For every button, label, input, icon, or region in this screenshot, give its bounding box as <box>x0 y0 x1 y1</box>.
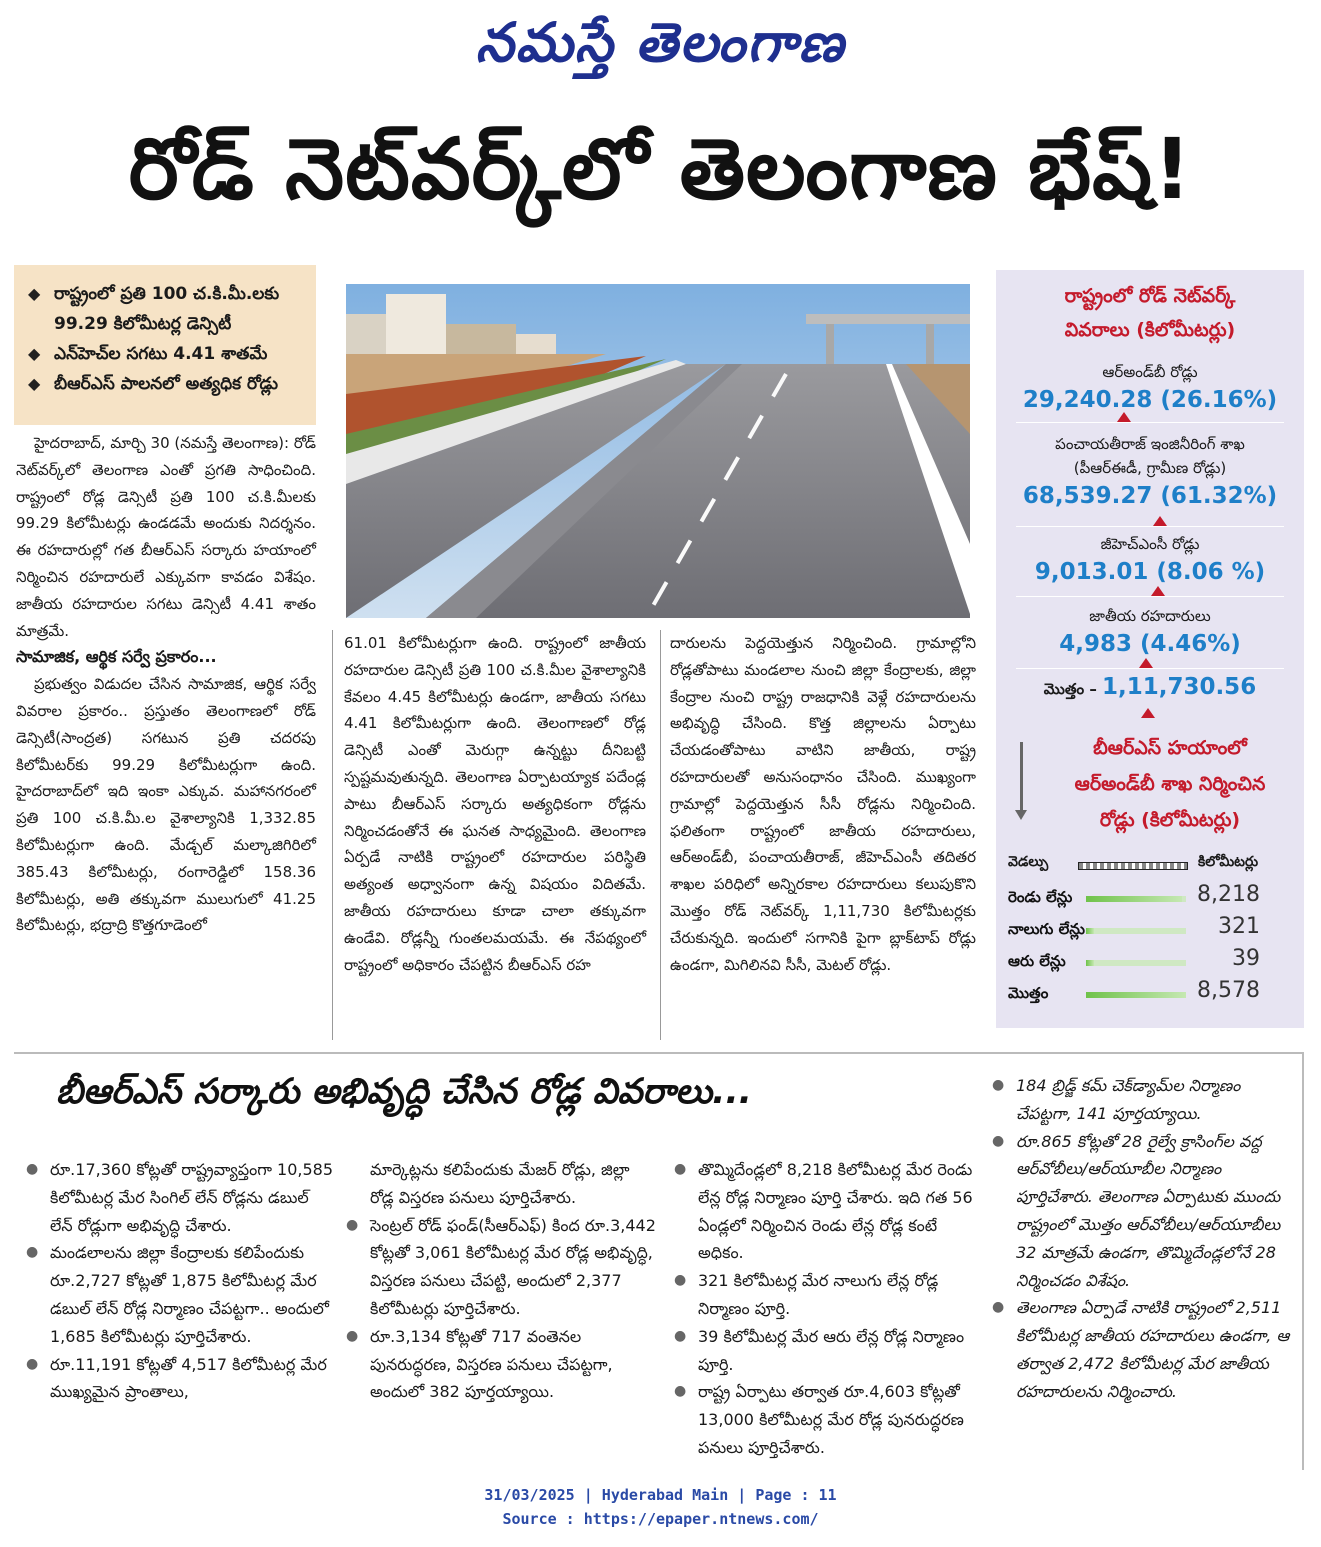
network-item-value: 4,983 (4.46%) <box>1059 631 1241 657</box>
brs-bar-track <box>1086 896 1186 902</box>
up-arrow-icon <box>1117 412 1131 422</box>
network-item-sublabel: (పీఆర్‌ఈడీ, గ్రామీణ రోడ్లు) <box>1073 459 1227 477</box>
article-column-2 <box>344 630 646 1040</box>
brs-bar-row <box>1008 978 1298 1010</box>
highlight-item: ◆ ఎన్‌హెచ్‌ల సగటు 4.41 శాతమే <box>28 339 306 369</box>
article-column-1 <box>16 430 316 1040</box>
brs-bar-track <box>1086 960 1186 966</box>
divider <box>1016 526 1284 527</box>
brs-bar-row <box>1008 914 1298 946</box>
footer-date-page: 31/03/2025 | Hyderabad Main | Page : 11 <box>484 1486 837 1504</box>
list-item: ● తొమ్మిదేండ్లలో 8,218 కిలోమీటర్ల మేర రెండు లేన్ల రోడ్ల నిర్మాణం పూర్తి చేశారు. ఇది గత 56 ఏండ్లలో నిర్మించిన రెండు లేన్ల రోడ్ల కంటే అధికం. <box>668 1156 978 1267</box>
article-subhead: సామాజిక, ఆర్థిక సర్వే ప్రకారం... <box>16 647 217 667</box>
brs-bar-value: 39 <box>1232 946 1260 971</box>
column-divider <box>660 630 661 1040</box>
network-item-label: జాతీయ రహదారులు <box>1089 607 1211 625</box>
brs-bar-row <box>1008 946 1298 978</box>
road-network-sidebar <box>996 270 1304 1028</box>
highlight-item: ◆ బీఆర్‌ఎస్ పాలనలో అత్యధిక రోడ్లు <box>28 369 306 399</box>
lower-section-title: బీఆర్‌ఎస్ సర్కారు అభివృద్ధి చేసిన రోడ్ల వివరాలు... <box>56 1072 752 1112</box>
lower-column-1 <box>20 1156 334 1406</box>
legend-dashed-bar <box>1078 862 1188 870</box>
up-arrow-icon <box>1153 516 1167 526</box>
brs-bar-value: 8,218 <box>1197 882 1260 907</box>
sidebar-title-line1: రాష్ట్రంలో రోడ్ నెట్‌వర్క్ <box>1064 285 1236 307</box>
brs-title-line3: రోడ్లు (కిలోమీటర్లు) <box>1099 809 1241 831</box>
brs-bar-fill <box>1086 960 1094 966</box>
network-item-label: పంచాయతీరాజ్ ఇంజినీరింగ్ శాఖ <box>1055 435 1245 453</box>
network-item-value: 68,539.27 (61.32%) <box>1022 483 1278 509</box>
brs-bar-track <box>1086 928 1186 934</box>
network-item-label: ఆర్‌అండ్‌బీ రోడ్లు <box>1102 363 1198 381</box>
lower-column-4 <box>986 1072 1296 1406</box>
brs-legend <box>1008 854 1298 878</box>
lower-column-3 <box>668 1156 978 1462</box>
road-photo-illustration <box>346 284 970 618</box>
article-paragraph: 61.01 కిలోమీటర్లుగా ఉంది. రాష్ట్రంలో జాతీయ రహదారుల డెన్సిటీ ప్రతి 100 చ.కి.మీల వైశాల్యానికి కేవలం 4.45 కిలోమీటర్లు ఉండగా, జాతీయ సగటు 4.41 కిలోమీటర్లుగా ఉంది. తెలంగాణలో రోడ్ల డెన్సిటీ ఎంతో మెరుగ్గా ఉన్నట్టు దీనిబట్టి స్పష్టమవుతున్నది. తెలంగాణ ఏర్పాటయ్యాక పదేండ్ల పాటు బీఆర్‌ఎస్ సర్కారు అత్యధికంగా రోడ్లను నిర్మించడంతోనే ఈ ఘనత సాధ్యమైంది. తెలంగాణ ఏర్పడే నాటికి రాష్ట్రంలో రహదారుల పరిస్థితి అత్యంత అధ్వానంగా ఉన్న విషయం విదితమే. జాతీయ రహదారులు కూడా చాలా తక్కువగా ఉండేవి. రోడ్లన్నీ గుంతలమయమే. ఈ నేపథ్యంలో రాష్ట్రంలో అధికారం చేపట్టిన బీఆర్‌ఎస్ రహ <box>344 634 646 974</box>
lower-column-2 <box>340 1156 656 1406</box>
divider <box>1016 422 1284 423</box>
highlights-box <box>14 265 316 425</box>
legend-km-label: కిలోమీటర్లు <box>1198 854 1259 870</box>
network-item-value: 29,240.28 (26.16%) <box>1022 387 1278 413</box>
footer-source: Source : https://epaper.ntnews.com/ <box>502 1510 819 1528</box>
divider <box>1016 596 1284 597</box>
up-arrow-icon <box>1151 586 1165 596</box>
masthead: నమస్తే తెలంగాణ <box>475 10 846 74</box>
network-total <box>996 674 1304 702</box>
list-item: ● రూ.11,191 కోట్లతో 4,517 కిలోమీటర్ల మేర ముఖ్యమైన ప్రాంతాలు, <box>20 1351 334 1407</box>
network-total-label: మొత్తం – <box>1043 680 1097 698</box>
brs-bar-fill <box>1086 896 1182 902</box>
list-item: ● 321 కిలోమీటర్ల మేర నాలుగు లేన్ల రోడ్ల నిర్మాణం పూర్తి. <box>668 1267 978 1323</box>
list-item-continuation: మార్కెట్లను కలిపేందుకు మేజర్ రోడ్లు, జిల్లా రోడ్ల విస్తరణ పనులు పూర్తిచేశారు. <box>370 1160 630 1207</box>
brs-bar-row <box>1008 882 1298 914</box>
article-column-3 <box>670 630 976 1040</box>
network-item-panchayat-raj <box>996 432 1304 512</box>
brs-bar-value: 321 <box>1218 914 1260 939</box>
brs-bar-value: 8,578 <box>1197 978 1260 1003</box>
article-paragraph: దారులను పెద్దయెత్తున నిర్మించింది. గ్రామాల్లోని రోడ్లతోపాటు మండలాల నుంచి జిల్లా కేంద్రాలకు, జిల్లా కేంద్రాల నుంచి రాష్ట్ర రాజధానికి వెళ్లే రహదారులను అభివృద్ధి చేసింది. కొత్త జిల్లాలను ఏర్పాటు చేయడంతోపాటు వాటిని జాతీయ, రాష్ట్ర రహదారులతో అనుసంధానం చేసింది. ముఖ్యంగా గ్రామాల్లో పెద్దయెత్తున సీసీ రోడ్లను నిర్మించింది. ఫలితంగా రాష్ట్రంలో జాతీయ రహదారులు, ఆర్‌అండ్‌బీ, పంచాయతీరాజ్, జీహెచ్‌ఎంసీ తదితర శాఖల పరిధిలో అన్నిరకాల రహదారులు కలుపుకొని మొత్తం రోడ్ నెట్‌వర్క్ 1,11,730 కిలోమీటర్లకు చేరుకున్నది. ఇందులో సగానికి పైగా బ్లాక్‌టాప్ రోడ్లు ఉండగా, మిగిలినవి సీసీ, మెటల్ రోడ్లు. <box>670 634 976 974</box>
brs-bar-label: మొత్తం <box>1008 984 1049 1002</box>
brs-title-line1: బీఆర్‌ఎస్ హయాంలో <box>1093 737 1247 759</box>
highlight-item: ◆ రాష్ట్రంలో ప్రతి 100 చ.కి.మీ.లకు 99.29 కిలోమీటర్ల డెన్సిటీ <box>28 279 306 339</box>
list-item: ● రూ.865 కోట్లతో 28 రైల్వే క్రాసింగ్‌ల వద్ద ఆర్‌వోబీలు/ఆర్‌యూబీల నిర్మాణం పూర్తిచేశారు. తెలంగాణ ఏర్పాటుకు ముందు రాష్ట్రంలో మొత్తం ఆర్‌వోబీలు/ఆర్‌యూబీలు 32 మాత్రమే ఉండగా, తొమ్మిదేండ్లలోనే 28 నిర్మించడం విశేషం. <box>986 1128 1296 1295</box>
up-arrow-icon <box>1139 658 1153 668</box>
article-intro: హైదరాబాద్, మార్చి 30 (నమస్తే తెలంగాణ): రోడ్ నెట్‌వర్క్‌లో తెలంగాణ ఎంతో ప్రగతి సాధించింది. రాష్ట్రంలో రోడ్ల డెన్సిటీ ప్రతి 100 చ.కి.మీలకు 99.29 కిలోమీటర్లు ఉండడమే అందుకు నిదర్శనం. ఈ రహదారుల్లో గత బీఆర్‌ఎస్ సర్కారు హయాంలో నిర్మించిన రహదారులే ఎక్కువగా కావడం విశేషం. జాతీయ రహదారుల సగటు డెన్సిటీ 4.41 శాతం మాత్రమే. <box>16 434 316 640</box>
network-item-ghmc <box>996 532 1304 588</box>
road-photo <box>346 284 970 618</box>
list-item: ● మండలాలను జిల్లా కేంద్రాలకు కలిపేందుకు రూ.2,727 కోట్లతో 1,875 కిలోమీటర్ల మేర డబుల్ లేన్ రోడ్ల నిర్మాణం చేపట్టగా.. అందులో 1,685 కిలోమీటర్లు పూర్తిచేశారు. <box>20 1239 334 1350</box>
brs-title-line2: ఆర్‌అండ్‌బీ శాఖ నిర్మించిన <box>1074 773 1266 795</box>
list-item: ● 39 కిలోమీటర్ల మేర ఆరు లేన్ల రోడ్ల నిర్మాణం పూర్తి. <box>668 1323 978 1379</box>
brs-bar-track <box>1086 992 1186 998</box>
brs-bar-label: ఆరు లేన్లు <box>1008 952 1066 970</box>
brs-bar-fill <box>1086 992 1186 998</box>
brs-bar-label: రెండు లేన్లు <box>1008 888 1073 906</box>
up-arrow-icon <box>1141 708 1155 718</box>
network-item-label: జీహెచ్‌ఎంసీ రోడ్లు <box>1100 535 1200 553</box>
headline: రోడ్ నెట్‌వర్క్‌లో తెలంగాణ భేష్! <box>128 120 1193 218</box>
network-item-national-highways <box>996 604 1304 660</box>
sidebar-title-line2: వివరాలు (కిలోమీటర్లు) <box>1064 319 1236 341</box>
network-total-value: 1,11,730.56 <box>1101 674 1257 700</box>
list-item: ● రూ.17,360 కోట్లతో రాష్ట్రవ్యాప్తంగా 10,585 కిలోమీటర్ల మేర సింగిల్ లేన్ రోడ్లను డబుల్ లేన్ రోడ్లుగా అభివృద్ధి చేశారు. <box>20 1156 334 1239</box>
brs-bar-label: నాలుగు లేన్లు <box>1008 920 1085 938</box>
article-paragraph: ప్రభుత్వం విడుదల చేసిన సామాజిక, ఆర్థిక సర్వే వివరాల ప్రకారం.. ప్రస్తుతం తెలంగాణలో రోడ్ డెన్సిటీ(సాంద్రత) సగటున ప్రతి చదరపు కిలోమీటర్‌కు 99.29 కిలోమీటర్లుగా ఉంది. హైదరాబాద్‌లో ఇది ఇంకా ఎక్కువ. మహానగరంలో ప్రతి 100 చ.కి.మీ.ల వైశాల్యానికి 1,332.85 కిలోమీటర్లుగా ఉంది. మేడ్చల్ మల్కాజిగిరిలో 385.43 కిలోమీటర్లు, రంగారెడ్డిలో 158.36 కిలోమీటర్లు, అతి తక్కువగా ములుగులో 41.25 కిలోమీటర్లు, భద్రాద్రి కొత్తగూడెంలో <box>16 675 316 935</box>
list-item: ● సెంట్రల్ రోడ్ ఫండ్(సీఆర్‌ఎఫ్) కింద రూ.3,442 కోట్లతో 3,061 కిలోమీటర్ల మేర రోడ్ల అభివృద్ధి, విస్తరణ పనులు చేపట్టి, అందులో 2,377 కిలోమీటర్లు పూర్తిచేశారు. <box>340 1212 656 1323</box>
list-item: ● రూ.3,134 కోట్లతో 717 వంతెనల పునరుద్ధరణ, విస్తరణ పనులు చేపట్టగా, అందులో 382 పూర్తయ్యాయి. <box>340 1323 656 1406</box>
brs-bar-fill <box>1086 928 1094 934</box>
list-item: ● తెలంగాణ ఏర్పాడే నాటికి రాష్ట్రంలో 2,511 కిలోమీటర్ల జాతీయ రహదారులు ఉండగా, ఆ తర్వాత 2,472 కిలోమీటర్ల మేర జాతీయ రహదారులను నిర్మించారు. <box>986 1294 1296 1405</box>
list-item: ● 184 బ్రిడ్జ్ కమ్ చెక్‌డ్యామ్‌ల నిర్మాణం చేపట్టగా, 141 పూర్తయ్యాయి. <box>986 1072 1296 1128</box>
divider <box>1016 668 1284 669</box>
network-item-value: 9,013.01 (8.06 %) <box>1034 559 1266 585</box>
column-divider <box>332 630 333 1040</box>
list-item: ● రాష్ట్ర ఏర్పాటు తర్వాత రూ.4,603 కోట్లతో 13,000 కిలోమీటర్ల మేర రోడ్ల పునరుద్ధరణ పనులు పూర్తిచేశారు. <box>668 1378 978 1461</box>
legend-width-label: వెడల్పు <box>1008 854 1049 870</box>
network-item-rnb <box>996 360 1304 416</box>
